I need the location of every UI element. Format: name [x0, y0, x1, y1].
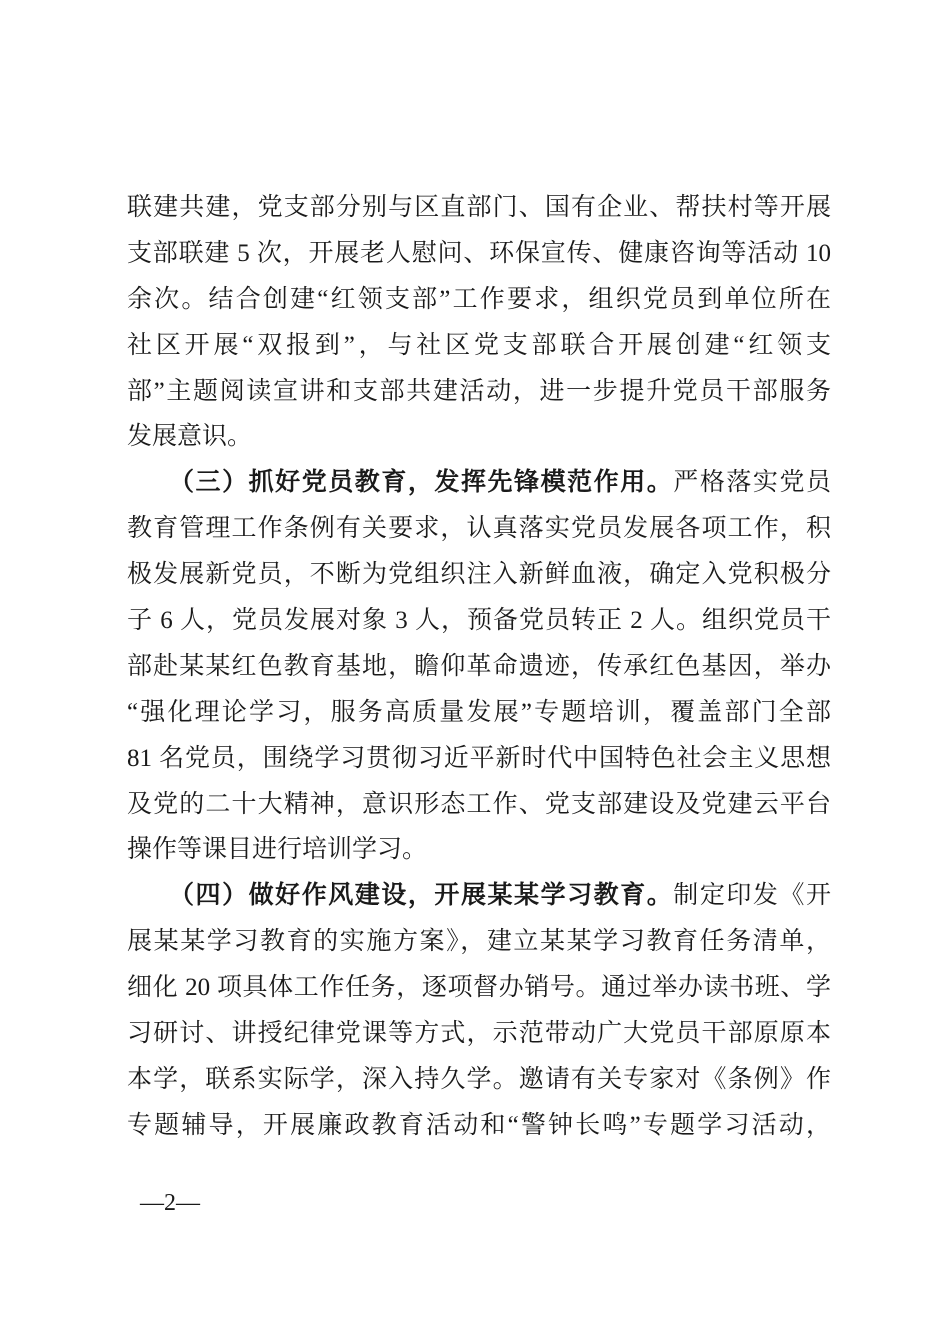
text-line — [127, 552, 831, 598]
body-text: 习研讨、讲授纪律党课等方式，示范带动广大党员干部原原本 — [127, 1020, 831, 1048]
text-line — [127, 1103, 831, 1149]
body-text: 子 6 人，党员发展对象 3 人，预备党员转正 2 人。组织党员干 — [127, 607, 831, 635]
text-line — [127, 506, 831, 552]
document-body — [127, 185, 831, 1149]
body-text: 社区开展“双报到”，与社区党支部联合开展创建“红领支 — [127, 331, 831, 359]
body-text: 展某某学习教育的实施方案》，建立某某学习教育任务清单， — [127, 928, 831, 956]
text-line — [127, 1011, 831, 1057]
text-line — [127, 277, 831, 323]
body-text: 细化 20 项具体工作任务，逐项督办销号。通过举办读书班、学 — [127, 974, 831, 1002]
text-line — [127, 185, 831, 231]
paragraph — [127, 185, 831, 460]
body-text: 严格落实党员 — [673, 469, 831, 497]
section-heading: （三）抓好党员教育，发挥先锋模范作用。 — [169, 469, 674, 497]
section-heading: （四）做好作风建设，开展某某学习教育。 — [169, 882, 674, 910]
text-line — [127, 414, 831, 460]
text-line — [127, 690, 831, 736]
text-line — [127, 460, 831, 506]
body-text: 部”主题阅读宣讲和支部共建活动，进一步提升党员干部服务 — [127, 377, 831, 405]
text-line — [127, 369, 831, 415]
body-text: “强化理论学习，服务高质量发展”专题培训，覆盖部门全部 — [127, 698, 831, 726]
body-text: 发展意识。 — [127, 423, 253, 451]
text-line — [127, 827, 831, 873]
text-line — [127, 782, 831, 828]
paragraph — [127, 460, 831, 873]
text-line — [127, 644, 831, 690]
body-text: 支部联建 5 次，开展老人慰问、环保宣传、健康咨询等活动 10 — [127, 239, 831, 267]
paragraph — [127, 873, 831, 1148]
body-text: 及党的二十大精神，意识形态工作、党支部建设及党建云平台 — [127, 790, 831, 818]
body-text: 教育管理工作条例有关要求，认真落实党员发展各项工作，积 — [127, 515, 831, 543]
body-text: 操作等课目进行培训学习。 — [127, 836, 428, 864]
body-text: 制定印发《开 — [673, 882, 831, 910]
page-number: —2— — [140, 1190, 200, 1216]
text-line — [127, 323, 831, 369]
body-text: 余次。结合创建“红领支部”工作要求，组织党员到单位所在 — [127, 285, 831, 313]
body-text: 联建共建，党支部分别与区直部门、国有企业、帮扶村等开展 — [127, 194, 831, 221]
body-text: 部赴某某红色教育基地，瞻仰革命遗迹，传承红色基因，举办 — [127, 652, 831, 680]
text-line — [127, 736, 831, 782]
body-text: 专题辅导，开展廉政教育活动和“警钟长鸣”专题学习活动， — [127, 1111, 831, 1139]
body-text: 极发展新党员，不断为党组织注入新鲜血液，确定入党积极分 — [127, 561, 831, 589]
text-line — [127, 231, 831, 277]
text-line — [127, 873, 831, 919]
body-text: 本学，联系实际学，深入持久学。邀请有关专家对《条例》作 — [127, 1065, 831, 1093]
text-line — [127, 919, 831, 965]
body-text: 81 名党员，围绕学习贯彻习近平新时代中国特色社会主义思想 — [127, 744, 831, 772]
text-line — [127, 598, 831, 644]
text-line — [127, 1057, 831, 1103]
text-line — [127, 965, 831, 1011]
